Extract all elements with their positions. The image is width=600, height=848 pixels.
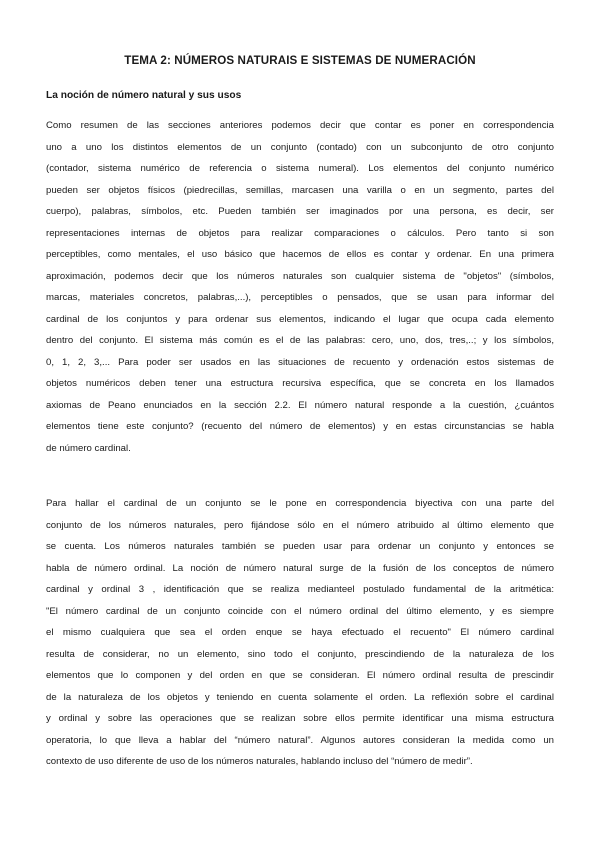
- paragraph-line: elementos que lo componen y del orden en que se consideran. El número ordinal resulta de prescindir: [46, 670, 554, 681]
- paragraph-line: marcas, materiales concretos, palabras,...), perceptibles o pensados, que se usan para informar del: [46, 292, 554, 303]
- paragraph-line: se cuenta. Los números naturales también se pueden usar para ordenar un conjunto y entonces se: [46, 541, 554, 552]
- paragraph-line: contexto de uso diferente de uso de los números naturales, hablando incluso del “número de medir”.: [46, 756, 473, 767]
- paragraph-2: [46, 493, 554, 773]
- paragraph-line: de la naturaleza de los objetos y teniendo en cuenta solamente el orden. La reflexión sobre el cardinal: [46, 691, 554, 703]
- paragraph-line: conjunto de los números naturales, pero fijándose sólo en el número atribuido al último elemento que: [46, 519, 554, 531]
- paragraph-line: (contador, sistema numérico de referencia o sistema numeral). Los elementos del conjunto numérico: [46, 163, 554, 174]
- paragraph-line: Como resumen de las secciones anteriores podemos decir que contar es poner en correspondencia: [46, 120, 554, 131]
- paragraph-line: 0, 1, 2, 3,... Para poder ser usados en las situaciones de recuento y ordenación estos sistemas de: [46, 356, 554, 368]
- paragraph-line: "El número cardinal de un conjunto coincide con el número ordinal del último elemento, y es siempre: [46, 605, 554, 617]
- paragraph-line: el mismo cualquiera que sea el orden enque se haya efectuado el recuento" El número cardinal: [46, 627, 554, 638]
- paragraph-line: uno a uno los distintos elementos de un conjunto (contado) con un subconjunto de otro conjunto: [46, 141, 554, 153]
- paragraph-line: cardinal y ordinal 3 , identificación que se realiza medianteel postulado fundamental de la aritmética:: [46, 584, 554, 595]
- paragraph-line: objetos numéricos deben tener una estructura recursiva específica, que se concreta en los llamados: [46, 378, 554, 389]
- paragraph-line: representaciones internas de objetos para realizar comparaciones o cálculos. Pero tanto si son: [46, 227, 554, 239]
- paragraph-line: dentro del conjunto. El sistema más común es el de las palabras: cero, uno, dos, tres,..; y los símbolos,: [46, 335, 554, 346]
- paragraph-line: resulta de considerar, no un elemento, sino todo el conjunto, prescindiendo de la naturaleza de los: [46, 648, 554, 660]
- paragraph-line: de número cardinal.: [46, 442, 131, 454]
- paragraph-line: cuerpo), palabras, símbolos, etc. Pueden también ser imaginados por una persona, es decir, ser: [46, 206, 554, 217]
- paragraph-line: axiomas de Peano enunciados en la sección 2.2. El número natural responde a la cuestión, ¿cuántos: [46, 399, 554, 411]
- section-heading: La noción de número natural y sus usos: [46, 90, 242, 101]
- paragraph-line: perceptibles, como mentales, el uso básico que hacemos de ellos es contar y ordenar. En una primera: [46, 249, 554, 260]
- paragraph-line: y ordinal y sobre las operaciones que se realizan sobre ellos permite identificar una misma estructura: [46, 713, 554, 724]
- paragraph-line: elementos tiene este conjunto? (recuento del número de elementos) y en estas circunstancias se habla: [46, 421, 554, 432]
- paragraph-line: habla de número ordinal. La noción de número natural surge de la fusión de los conceptos de número: [46, 562, 554, 574]
- paragraph-line: aproximación, podemos decir que los números naturales son cualquier sistema de "objetos" (símbolos,: [46, 270, 554, 282]
- paragraph-line: Para hallar el cardinal de un conjunto se le pone en correspondencia biyectiva con una parte del: [46, 498, 554, 509]
- paragraph-line: operatoria, lo que lleva a hablar del “número natural”. Algunos autores consideran la medida como un: [46, 734, 554, 746]
- page-title: TEMA 2: NÚMEROS NATURAIS E SISTEMAS DE NUMERACIÓN: [124, 54, 476, 67]
- paragraph-line: cardinal de los conjuntos y para ordenar sus elementos, indicando el lugar que ocupa cada elemento: [46, 313, 554, 325]
- paragraph-line: pueden ser objetos físicos (piedrecillas, semillas, marcasen una varilla o en un segmento, partes del: [46, 184, 554, 196]
- paragraph-1: [46, 115, 554, 459]
